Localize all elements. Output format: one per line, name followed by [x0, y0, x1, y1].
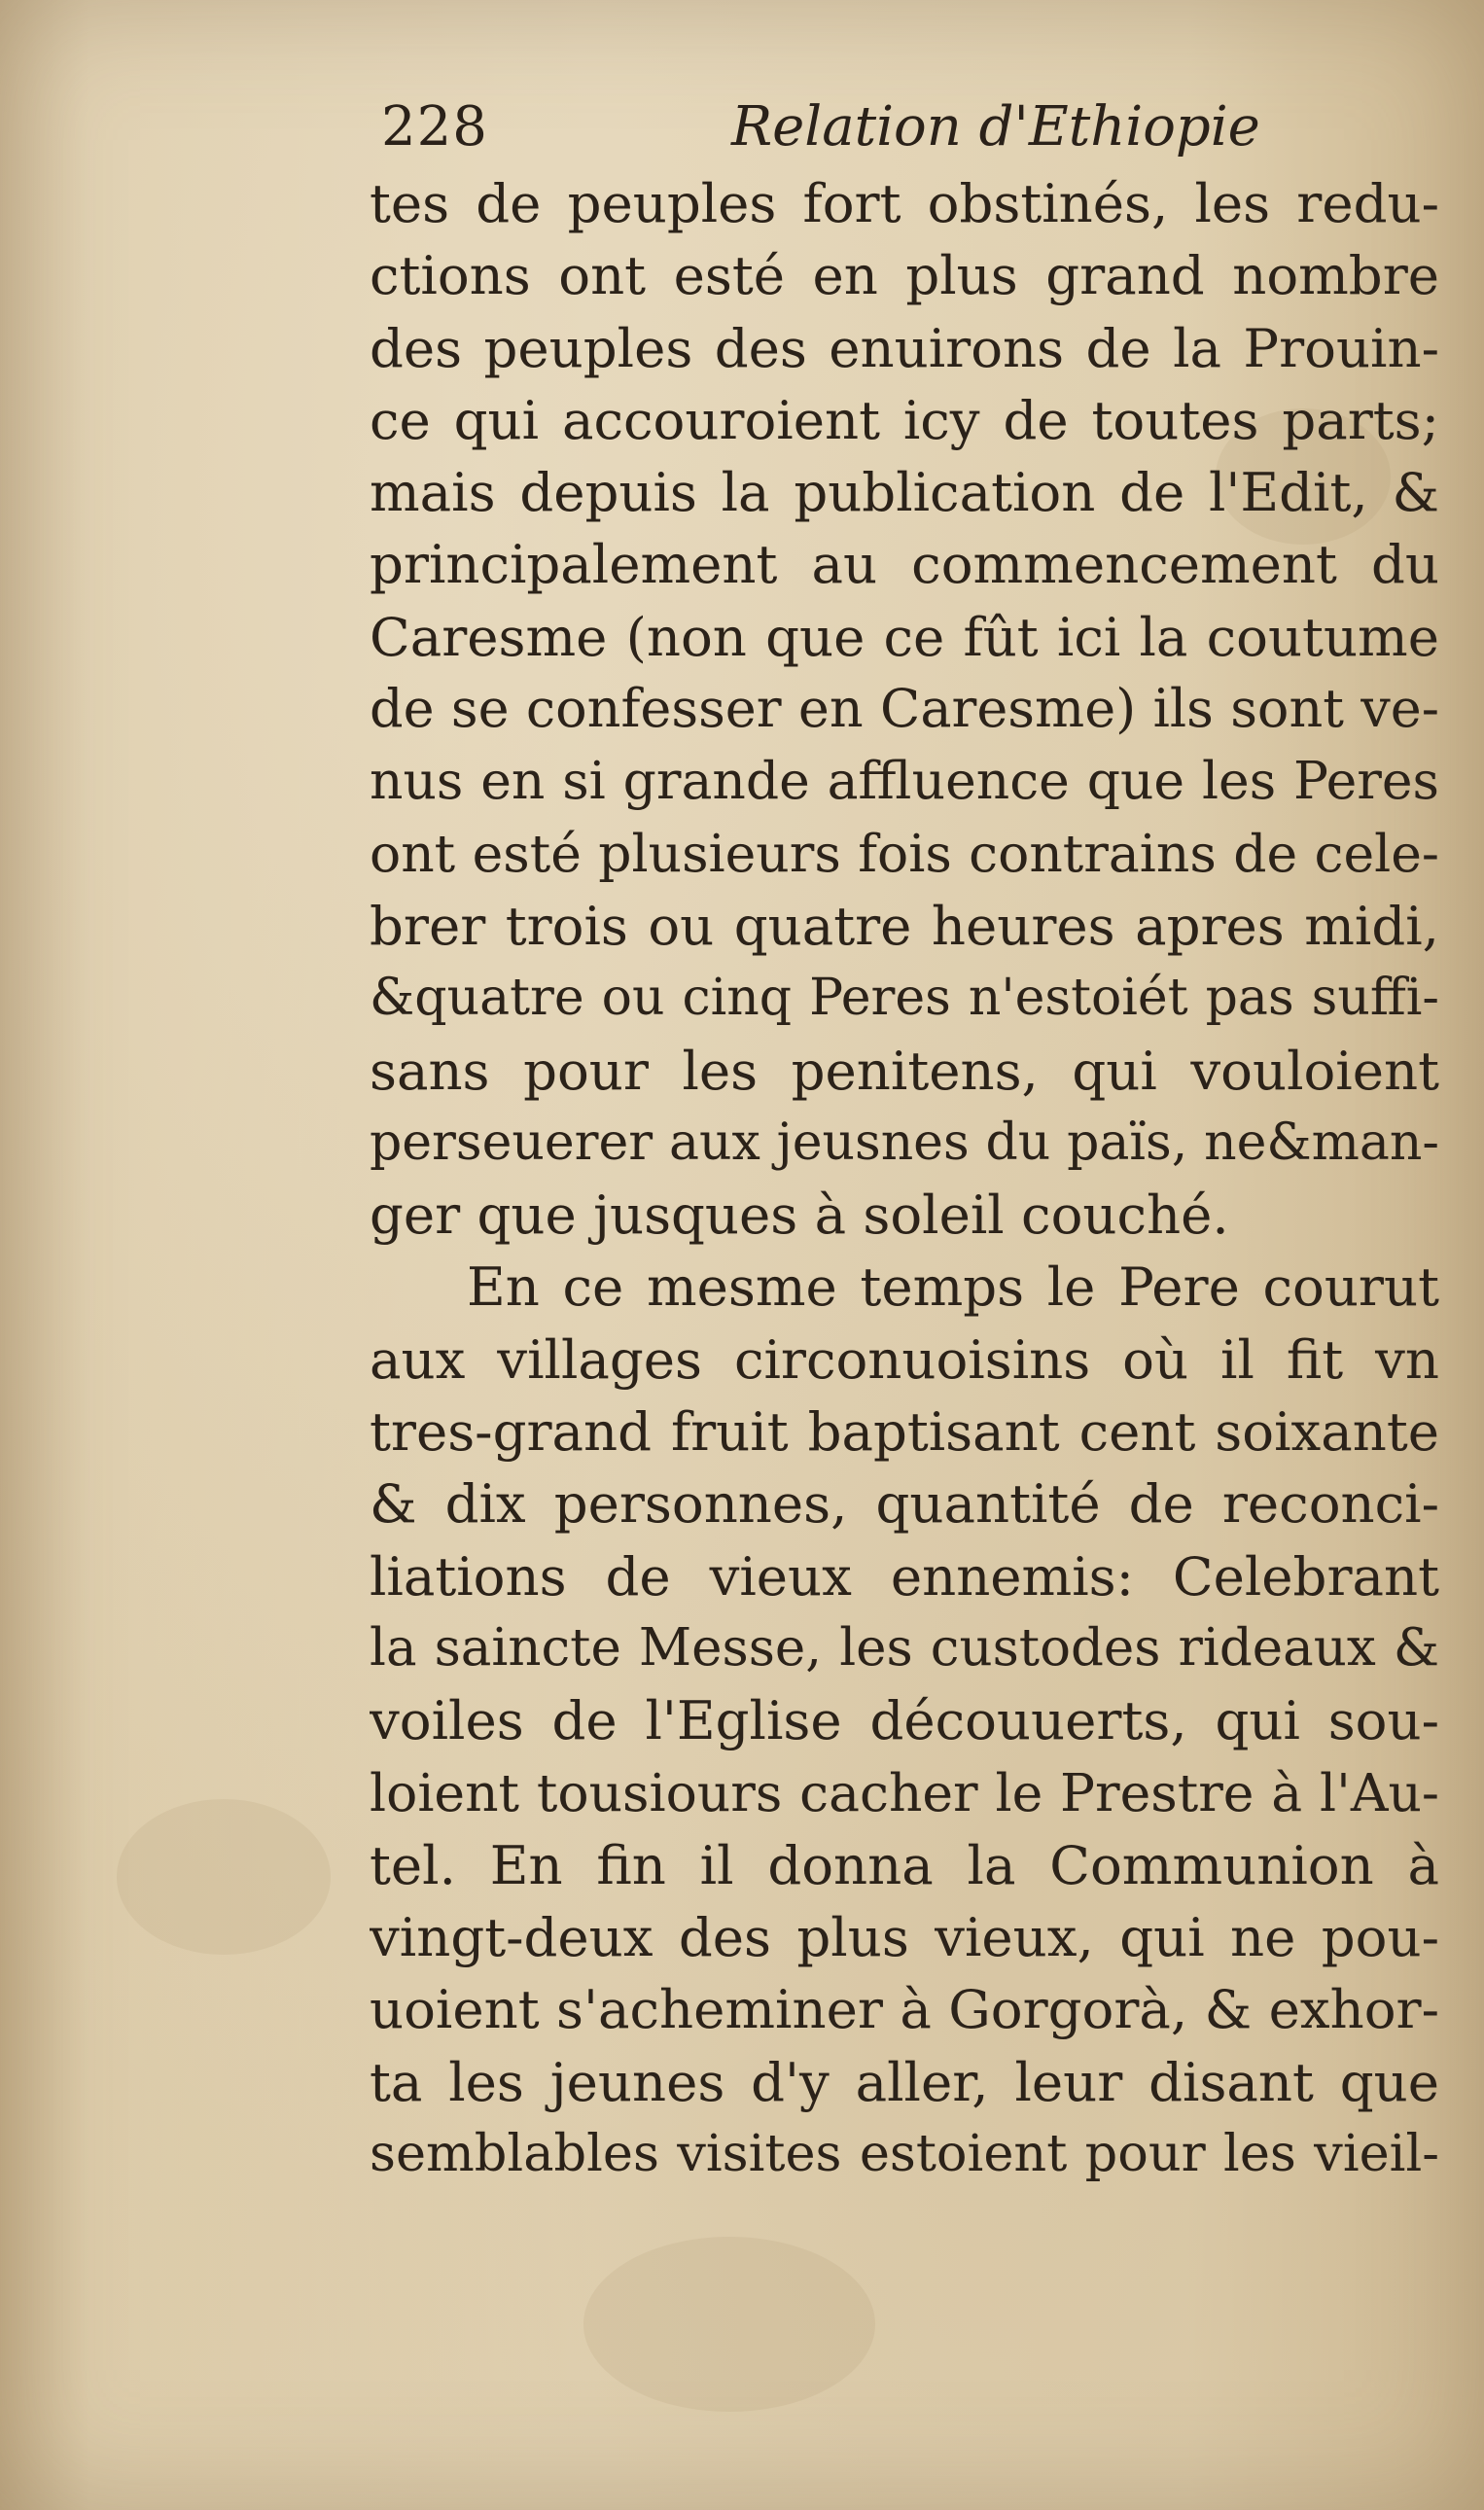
text-line: vingt-deux des plus vieux, qui ne pou-	[370, 1906, 1439, 1969]
text-line: & dix personnes, quantité de reconci-	[370, 1472, 1439, 1536]
text-line: tres-grand fruit baptisant cent soixante	[370, 1400, 1439, 1464]
text-line: la saincte Messe, les custodes rideaux &	[370, 1617, 1439, 1678]
text-line: uoient s'acheminer à Gorgorà, & exhor-	[370, 1978, 1439, 2041]
text-line: loient tousiours cacher le Prestre à l'Au-	[370, 1761, 1439, 1823]
text-line: liations de vieux ennemis: Celebrant	[370, 1544, 1439, 1608]
text-line: de se confesser en Caresme) ils sont ve-	[370, 678, 1439, 740]
text-line: tel. En fin il donna la Communion à	[370, 1833, 1439, 1896]
text-line: ctions ont esté en plus grand nombre	[370, 244, 1439, 307]
text-line: aux villages circonuoisins où il fit vn	[370, 1327, 1439, 1391]
text-line: ger que jusques à soleil couché.	[370, 1184, 1229, 1247]
text-line: mais depuis la publication de l'Edit, &	[370, 461, 1439, 524]
text-line: des peuples des enuirons de la Prouin-	[370, 316, 1439, 379]
page-number: 228	[381, 95, 488, 159]
text-line: brer trois ou quatre heures apres midi,	[370, 894, 1439, 957]
paper-stain	[117, 1799, 331, 1955]
text-line: tes de peuples fort obstinés, les redu-	[370, 172, 1439, 234]
running-head: Relation d'Ethiopie	[731, 95, 1260, 159]
text-line: &quatre ou cinq Peres n'estoiét pas suffi-	[370, 969, 1439, 1028]
text-line: En ce mesme temps le Pere courut	[467, 1255, 1439, 1319]
text-line: nus en si grande affluence que les Peres	[370, 750, 1439, 812]
text-line: voiles de l'Eglise découuerts, qui sou-	[370, 1689, 1439, 1752]
paper-stain	[583, 2237, 875, 2412]
body-text	[370, 167, 1439, 2190]
text-line: perseuerer aux jeusnes du païs, ne&man-	[370, 1113, 1439, 1172]
page-header	[381, 95, 1431, 173]
text-line: Caresme (non que ce fût ici la coutume	[370, 605, 1439, 668]
text-line: sans pour les penitens, qui vouloient	[370, 1039, 1439, 1102]
text-line: principalement au commencement du	[370, 533, 1439, 596]
text-line: semblables visites estoient pour les vieil-	[370, 2124, 1439, 2184]
text-line: ont esté plusieurs fois contrains de cele-	[370, 822, 1439, 884]
text-line: ce qui accouroient icy de toutes parts;	[370, 388, 1439, 451]
text-line: ta les jeunes d'y aller, leur disant que	[370, 2050, 1439, 2113]
